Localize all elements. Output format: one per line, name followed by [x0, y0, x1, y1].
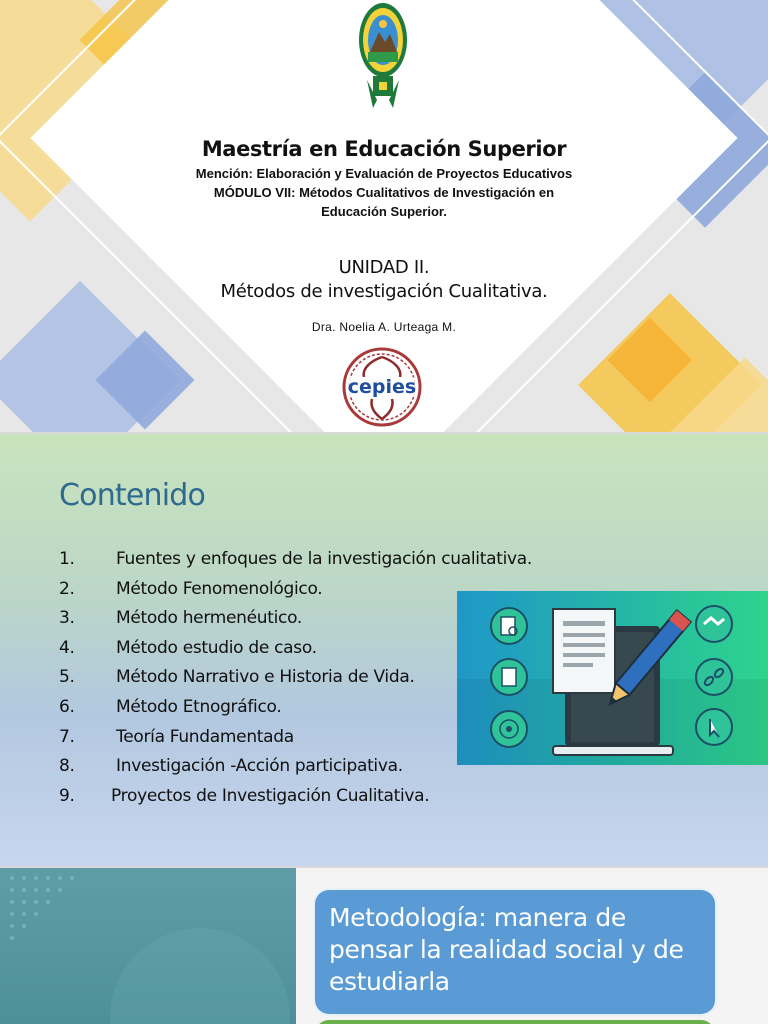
item-text: Método Etnográfico. — [116, 696, 282, 717]
item-text: Método estudio de caso. — [116, 637, 317, 658]
item-text: Método Narrativo e Historia de Vida. — [116, 667, 415, 688]
module-text: MÓDULO VII: Métodos Cualitativos de Investigación en — [213, 185, 555, 200]
card-text: Metodología: manera de pensar la realidad social y de estudiarla — [329, 903, 684, 996]
item-text: Proyectos de Investigación Cualitativa. — [111, 785, 430, 806]
link-icon — [696, 659, 732, 695]
target-icon — [491, 711, 527, 747]
item-number: 2. — [59, 578, 75, 599]
title-slide — [0, 0, 768, 432]
cepies-logo-text: cepies — [347, 376, 417, 398]
methodology-slide — [0, 868, 768, 1024]
item-number: 4. — [59, 637, 75, 658]
unit-title: Métodos de investigación Cualitativa. — [220, 281, 548, 302]
author-name: Dra. Noelia A. Urteaga M. — [311, 320, 457, 334]
search-document-icon — [491, 608, 527, 644]
document-icon — [553, 609, 615, 693]
item-text: Fuentes y enfoques de la investigación cualitativa. — [116, 549, 532, 569]
teal-side-panel — [0, 868, 296, 1024]
module-text-line2: Educación Superior. — [321, 204, 447, 219]
university-crest-icon — [357, 2, 409, 112]
item-text: Método Fenomenológico. — [116, 578, 323, 599]
next-card — [315, 1020, 715, 1024]
item-number: 5. — [59, 667, 75, 688]
item-text: Investigación -Acción participativa. — [116, 756, 403, 777]
item-number: 7. — [59, 726, 75, 747]
contents-slide — [0, 434, 768, 866]
cepies-logo — [340, 347, 424, 427]
program-title: Maestría en Educación Superior — [201, 137, 567, 161]
item-number: 1. — [59, 549, 75, 569]
dot-pattern-decoration — [0, 868, 296, 1024]
file-icon — [491, 659, 527, 695]
mention-text: Mención: Elaboración y Evaluación de Proyectos Educativos — [195, 166, 573, 181]
item-number: 3. — [59, 608, 75, 629]
contents-heading: Contenido — [59, 478, 206, 513]
item-number: 8. — [59, 756, 75, 777]
laptop-document-illustration — [457, 591, 768, 765]
item-text: Método hermenéutico. — [116, 608, 302, 629]
methodology-card — [315, 890, 715, 1014]
item-text: Teoría Fundamentada — [116, 726, 294, 747]
item-number: 6. — [59, 696, 75, 717]
pointer-icon — [696, 709, 732, 745]
handshake-icon — [696, 606, 732, 642]
unit-label: UNIDAD II. — [338, 257, 430, 278]
item-number: 9. — [59, 785, 75, 806]
